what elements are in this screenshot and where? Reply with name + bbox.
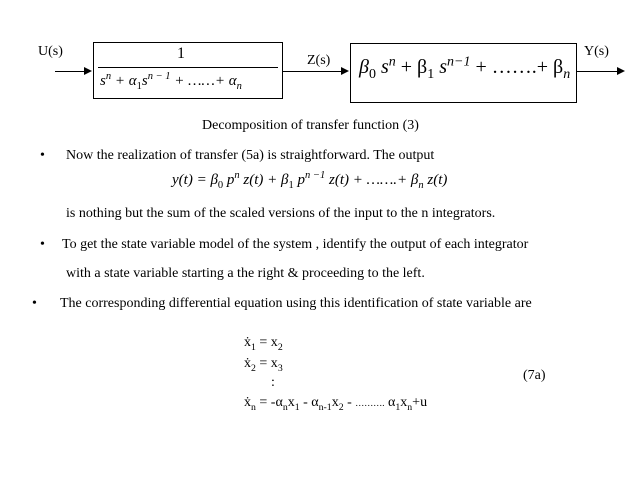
block1-denominator: $s^n + \alpha_1s^{n - 1}$ + ……+ $\alpha_n$ [100, 71, 242, 92]
state-eq-n: ẋ$_n$ = $-\alpha_nx_1 - \alpha_{n-1}x_2$ - ………. $\alpha_1x_n+u$ [244, 395, 428, 413]
bullet-1-marker: • [40, 148, 45, 163]
bullet-3-text: The corresponding differential equation using this identification of state variable are [60, 296, 532, 311]
output-arrow-head [617, 67, 625, 75]
bullet-3-marker: • [32, 296, 37, 311]
continuation-text-2: with a state variable starting a the right & proceeding to the left. [66, 266, 425, 281]
output-arrow-line [576, 71, 618, 72]
bullet-1-text: Now the realization of transfer (5a) is straightforward. The output [66, 148, 435, 163]
state-eq-1: ẋ$_1$ = $x_2$ [244, 335, 283, 353]
fraction-bar [98, 67, 278, 68]
block1-numerator: 1 [177, 45, 185, 62]
bullet-2-text: To get the state variable model of the system , identify the output of each integrator [62, 237, 529, 252]
mid-arrow-line [282, 71, 342, 72]
mid-label: Z(s) [307, 53, 331, 68]
mid-arrow-head [341, 67, 349, 75]
input-label: U(s) [38, 44, 63, 59]
equation-number: (7a) [523, 368, 546, 383]
state-eq-dots: : [271, 375, 275, 390]
bullet-2-marker: • [40, 237, 45, 252]
output-equation: $y(t) = \beta_0$ $p^n$ $z(t) + \beta_1$ $p^{n -1}$ z(t) + …….+ $\beta_n$ z(t) [172, 170, 448, 191]
figure-caption: Decomposition of transfer function (3) [202, 118, 419, 133]
output-label: Y(s) [584, 44, 609, 59]
continuation-text-1: is nothing but the sum of the scaled versions of the input to the n integrators. [66, 206, 496, 221]
input-arrow-head [84, 67, 92, 75]
block2-polynomial: $\beta_0$ $s^n + \beta_1$ $s^{n-1}$ + …….+ $\beta_n$ [359, 54, 571, 82]
transfer-block-numerator [350, 43, 577, 103]
input-arrow-line [55, 71, 85, 72]
state-eq-2: ẋ$_2$ = $x_3$ [244, 356, 283, 374]
transfer-block-denominator [93, 42, 283, 99]
